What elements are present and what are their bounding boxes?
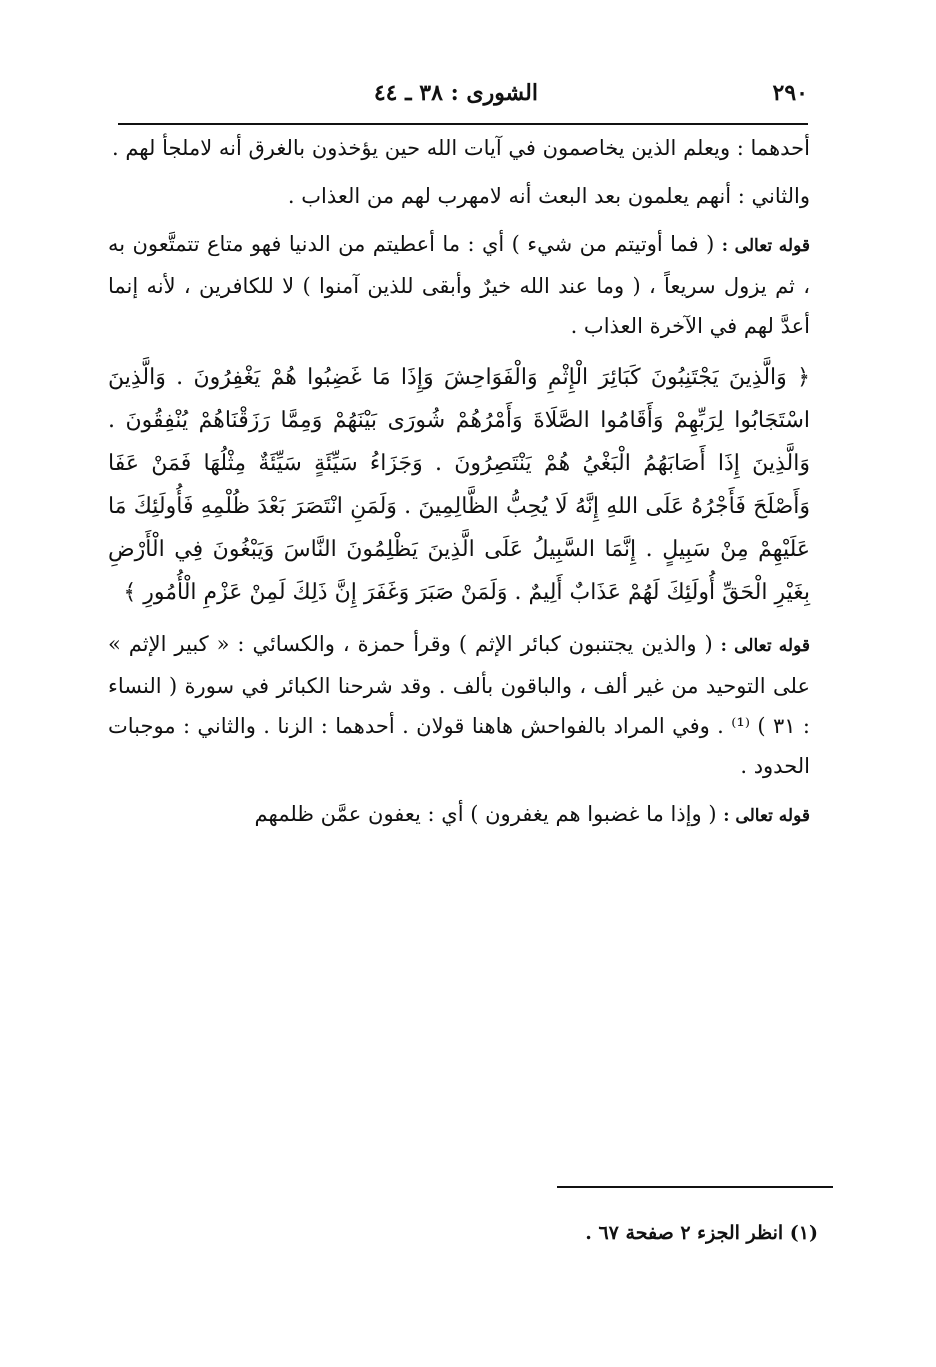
main-text (108, 128, 810, 844)
footnote: (١) انظر الجزء ٢ صفحة ٦٧ . (585, 1222, 818, 1244)
paragraph-3-text: ( فما أوتيتم من شيء ) أي : ما أعطيتم من الدنيا فهو متاع تتمتَّعون به ، ثم يزول سريعاً ، ( وما عند الله خيرٌ وأبقى للذين آمنوا ) لا للكافرين ، لأنه إنما أعدَّ لهم في الآخرة العذاب . (108, 232, 810, 338)
paragraph-4 (108, 624, 810, 786)
paragraph-4-lead: قوله تعالى : (720, 636, 810, 656)
paragraph-1: أحدهما : ويعلم الذين يخاصمون في آيات الله حين يؤخذون بالغرق أنه لاملجأ لهم . (111, 136, 810, 160)
paragraph-5-lead: قوله تعالى : (723, 806, 810, 826)
paragraph-4-text: ( والذين يجتنبون كبائر الإثم ) وقرأ حمزة ، والكسائي : « كبير الإثم » على التوحيد من غير ألف ، والباقون بألف . وقد شرحنا الكبائر في سورة ( النساء : ٣١ ) ⁽¹⁾ . وفي المراد بالفواحش هاهنا قولان . أحدهما : الزنا . والثاني : موجبات الحدود . (108, 632, 810, 778)
paragraph-3-lead: قوله تعالى : (721, 236, 810, 256)
running-title: الشورى : ٣٨ ـ ٤٤ (373, 80, 538, 106)
quran-passage: ﴿ وَالَّذِينَ يَجْتَنِبُونَ كَبَائِرَ الْإِثْمِ وَالْفَوَاحِشَ وَإِذَا مَا غَضِبُوا هُمْ يَغْفِرُونَ . وَالَّذِينَ اسْتَجَابُوا لِرَبِّهِمْ وَأَقَامُوا الصَّلَاةَ وَأَمْرُهُمْ شُورَى بَيْنَهُمْ وَمِمَّا رَزَقْنَاهُمْ يُنْفِقُونَ . وَالَّذِينَ إِذَا أَصَابَهُمُ الْبَغْيُ هُمْ يَنْتَصِرُونَ . وَجَزَاءُ سَيِّئَةٍ سَيِّئَةٌ مِثْلُهَا فَمَنْ عَفَا وَأَصْلَحَ فَأَجْرُهُ عَلَى اللهِ إِنَّهُ لَا يُحِبُّ الظَّالِمِينَ . وَلَمَنِ انْتَصَرَ بَعْدَ ظُلْمِهِ فَأُولَئِكَ مَا عَلَيْهِمْ مِنْ سَبِيلٍ . إِنَّمَا السَّبِيلُ عَلَى الَّذِينَ يَظْلِمُونَ النَّاسَ وَيَبْغُونَ فِي الْأَرْضِ بِغَيْرِ الْحَقِّ أُولَئِكَ لَهُمْ عَذَابٌ أَلِيمٌ . وَلَمَنْ صَبَرَ وَغَفَرَ إِنَّ ذَلِكَ لَمِنْ عَزْمِ الْأُمُورِ ﴾ (108, 365, 810, 605)
page-header (118, 78, 808, 114)
footnote-rule (557, 1186, 833, 1188)
paragraph-5 (108, 794, 810, 836)
header-rule (118, 123, 808, 125)
paragraph-5-text: ( وإذا ما غضبوا هم يغفرون ) أي : يعفون عمَّن ظلمهم (254, 802, 717, 826)
paragraph-3 (108, 224, 810, 346)
page-number: ٢٩٠ (772, 80, 808, 106)
paragraph-2: والثاني : أنهم يعلمون بعد البعث أنه لامهرب لهم من العذاب . (287, 184, 810, 208)
